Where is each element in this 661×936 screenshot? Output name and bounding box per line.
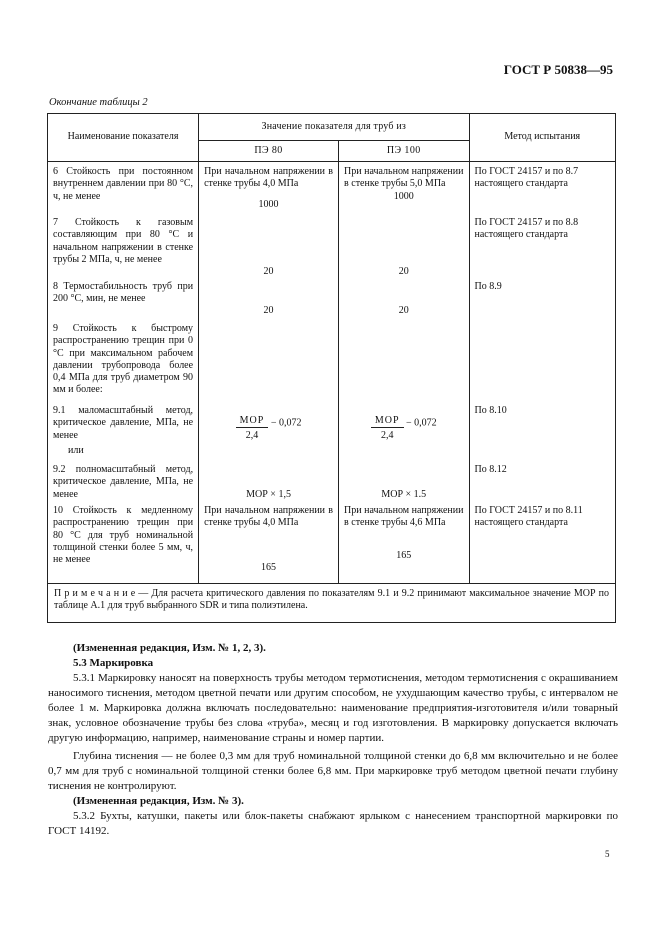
section-title: 5.3 Маркировка (73, 657, 154, 669)
pe100-cell (339, 162, 469, 215)
pe80-condition: При начальном напряжении в стенке трубы 4,0 МПа (204, 505, 334, 529)
table-row (48, 281, 616, 323)
amendment-note: (Измененная редакция, Изм. № 3). (73, 795, 244, 807)
method-cell: По ГОСТ 24157 и по 8.7 настоящего стандарта (469, 162, 616, 215)
page-number: 5 (605, 849, 610, 859)
pe100-condition: При начальном напряжении в стенке трубы 5,0 МПа (344, 166, 464, 190)
amendment-note: (Измененная редакция, Изм. № 1, 2, 3). (73, 642, 266, 654)
pe100-formula (371, 415, 404, 443)
formula-tail: − 0,072 (270, 417, 302, 429)
pe80-cell (199, 281, 339, 323)
pe100-condition: При начальном напряжении в стенке трубы 4,6 МПа (344, 505, 464, 529)
paragraph-5-3-1: 5.3.1 Маркировку наносят на поверхность трубы методом термотиснения, методом термотиснения с окрашиванием наносимого тиснения, методом цветной печати или другим способом, не ухудшающим качество трубы, с интервалом не более 1 м. Маркировка должна включать последовательно: наименование предприятия-изготовителя и/или товарный знак, условное обозначение трубы без слова «труба», месяц и год изготовления. В маркировку допускается включать другую информацию, например, наименование страны и номер партии. (48, 672, 618, 744)
spec-table (47, 113, 616, 623)
pe80-value: МОР × 1,5 (246, 489, 291, 500)
formula-denominator: 2,4 (380, 430, 394, 442)
method-cell: По 8.9 (469, 281, 616, 323)
method-cell: По ГОСТ 24157 и по 8.8 настоящего стандарта (469, 214, 616, 281)
table-row (48, 162, 616, 215)
pe100-cell (339, 281, 469, 323)
table-row (48, 445, 616, 459)
pe100-value: 1000 (393, 190, 414, 202)
pe80-cell (199, 214, 339, 281)
pe80-cell (199, 405, 339, 445)
pe80-value: 165 (261, 561, 277, 573)
pe80-cell (199, 162, 339, 215)
row-name: 6 Стойкость при постоянном внутреннем давлении при 80 °С, ч, не менее (48, 162, 199, 215)
method-cell: По 8.10 (469, 405, 616, 445)
row-name: 9.1 маломасштабный метод, критическое давление, МПа, не менее (48, 405, 199, 445)
table-note-row (48, 584, 616, 623)
row-name: 7 Стойкость к газовым составляющим при 80 °С и начальном напряжении в стенке трубы 2 МПа, ч, не менее (48, 214, 199, 281)
pe80-cell (199, 459, 339, 502)
pe80-formula (236, 415, 269, 443)
pe100-cell (339, 214, 469, 281)
header-name: Наименование показателя (48, 114, 199, 162)
row-name: 10 Стойкость к медленному распространению трещин при 80 °С для труб номинальной толщиной стенки более 5 мм, ч, не менее (48, 502, 199, 584)
pe100-value: 20 (398, 305, 409, 316)
table-row (48, 323, 616, 405)
pe100-value: 165 (396, 549, 412, 561)
pe80-cell (199, 502, 339, 584)
pe80-value: 1000 (258, 198, 279, 210)
pe100-cell (339, 502, 469, 584)
formula-tail: − 0,072 (406, 417, 437, 429)
row-name: 8 Термостабильность труб при 200 °С, мин, не менее (48, 281, 199, 323)
formula-denominator: 2,4 (245, 430, 259, 442)
paragraph-5-3-2: 5.3.2 Бухты, катушки, пакеты или блок-пакеты снабжают ярлыком с нанесением транспортной маркировки по ГОСТ 14192. (48, 810, 618, 837)
table-row (48, 502, 616, 584)
header-pe100: ПЭ 100 (339, 141, 469, 162)
header-pe80: ПЭ 80 (199, 141, 339, 162)
pe100-value: МОР × 1.5 (381, 489, 427, 500)
method-cell: По ГОСТ 24157 и по 8.11 настоящего стандарта (469, 502, 616, 584)
formula-numerator: МОР (236, 415, 269, 428)
body-text (48, 641, 618, 839)
document-id: ГОСТ Р 50838—95 (503, 62, 613, 77)
table-row (48, 214, 616, 281)
row-or: или (48, 445, 199, 459)
table-row (48, 405, 616, 445)
header-value-group: Значение показателя для труб из (199, 114, 469, 141)
pe80-condition: При начальном напряжении в стенке трубы 4,0 МПа (204, 166, 334, 190)
pe80-value: 20 (263, 305, 274, 316)
header-method: Метод испытания (469, 114, 616, 162)
method-cell: По 8.12 (469, 459, 616, 502)
paragraph-depth: Глубина тиснения — не более 0,3 мм для труб номинальной толщиной стенки до 6,8 мм включительно и не более 0,7 мм для труб с номинальной толщиной стенки более 6,8 мм. При маркировке труб методом цветной печати глубину тиснения не контролируют. (48, 750, 618, 792)
table-caption: Окончание таблицы 2 (49, 97, 148, 108)
pe100-cell (339, 459, 469, 502)
pe100-value: 20 (398, 266, 409, 277)
table-note: П р и м е ч а н и е — Для расчета критического давления по показателям 9.1 и 9.2 принимают максимальное значение МОР по таблице А.1 для труб выбранного SDR и типа полиэтилена. (48, 584, 616, 623)
pe80-value: 20 (263, 266, 274, 277)
row-name: 9.2 полномасштабный метод, критическое давление, МПа, не менее (48, 459, 199, 502)
row-name: 9 Стойкость к быстрому распространению трещин при 0 °С при максимальном рабочем давлении трубопровода более 0,4 МПа для труб диаметром 90 мм и более: (48, 323, 199, 405)
table-row (48, 459, 616, 502)
pe100-cell (339, 405, 469, 445)
formula-numerator: МОР (371, 415, 404, 428)
